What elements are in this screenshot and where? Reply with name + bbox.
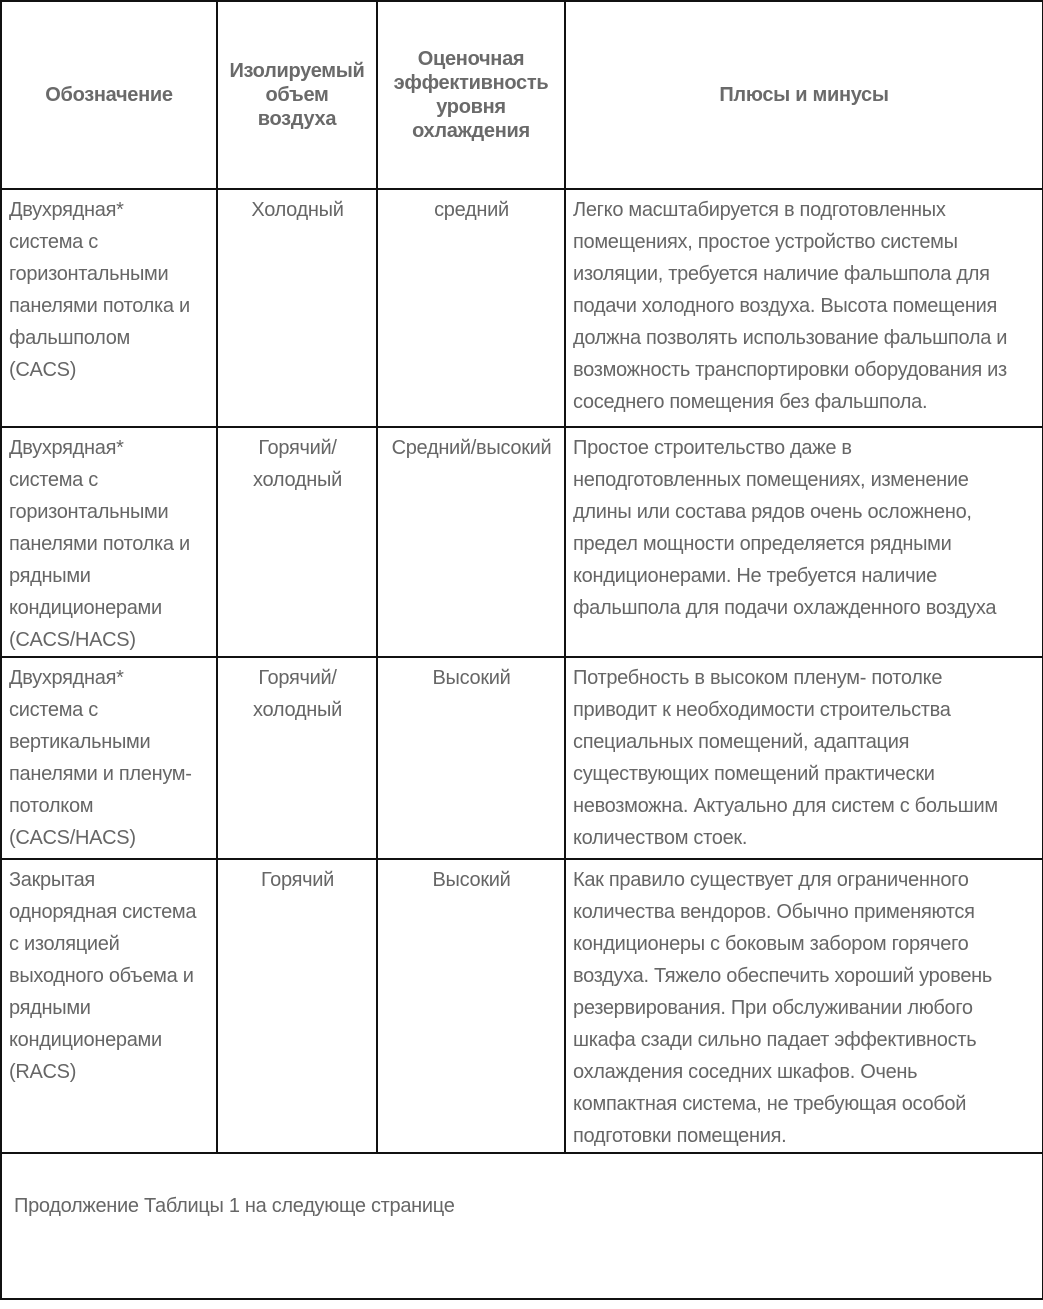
cell-efficiency: Высокий bbox=[377, 657, 565, 859]
table-row bbox=[1, 859, 1043, 1153]
cell-efficiency: Высокий bbox=[377, 859, 565, 1153]
continuation-text: Продолжение Таблицы 1 на следующе странице bbox=[14, 1195, 455, 1217]
cell-designation: Двухрядная* система с горизонтальными панелями потолка и фальшполом (CACS) bbox=[1, 189, 217, 427]
table-row bbox=[1, 657, 1043, 859]
cell-pros-cons: Простое строительство даже в неподготовленных помещениях, изменение длины или состава рядов очень осложнено, предел мощности определяется рядными кондиционерами. Не требуется наличие фальшпола для подачи охлажденного воздуха bbox=[565, 427, 1043, 657]
cell-designation: Двухрядная* система с вертикальными панелями и пленум- потолком (CACS/HACS) bbox=[1, 657, 217, 859]
header-efficiency: Оценочная эффективность уровня охлаждения bbox=[377, 1, 565, 189]
cell-pros-cons: Как правило существует для ограниченного количества вендоров. Обычно применяются кондиционеры с боковым забором горячего воздуха. Тяжело обеспечить хороший уровень резервирования. При обслуживании любого шкафа сзади сильно падает эффективность охлаждения соседних шкафов. Очень компактная система, не требующая особой подготовки помещения. bbox=[565, 859, 1043, 1153]
cell-air-volume: Горячий bbox=[217, 859, 377, 1153]
cell-pros-cons: Потребность в высоком пленум- потолке приводит к необходимости строительства специальных помещений, адаптация существующих помещений практически невозможна. Актуально для систем с большим количеством стоек. bbox=[565, 657, 1043, 859]
table-row bbox=[1, 189, 1043, 427]
cell-air-volume: Горячий/ холодный bbox=[217, 427, 377, 657]
header-designation: Обозначение bbox=[1, 1, 217, 189]
cell-designation: Закрытая однорядная система с изоляцией выходного объема и рядными кондиционерами (RACS) bbox=[1, 859, 217, 1153]
table-continuation-note bbox=[1, 1153, 1043, 1299]
header-row bbox=[1, 1, 1043, 189]
cell-efficiency: средний bbox=[377, 189, 565, 427]
header-air-volume: Изолируемый объем воздуха bbox=[217, 1, 377, 189]
footer-row bbox=[1, 1153, 1043, 1299]
cell-air-volume: Холодный bbox=[217, 189, 377, 427]
header-pros-cons: Плюсы и минусы bbox=[565, 1, 1043, 189]
cell-efficiency: Средний/высокий bbox=[377, 427, 565, 657]
cell-pros-cons: Легко масштабируется в подготовленных помещениях, простое устройство системы изоляции, требуется наличие фальшпола для подачи холодного воздуха. Высота помещения должна позволять использование фальшпола и возможность транспортировки оборудования из соседнего помещения без фальшпола. bbox=[565, 189, 1043, 427]
cell-air-volume: Горячий/ холодный bbox=[217, 657, 377, 859]
cell-designation: Двухрядная* система с горизонтальными панелями потолка и рядными кондиционерами (CACS/HACS) bbox=[1, 427, 217, 657]
table-row bbox=[1, 427, 1043, 657]
